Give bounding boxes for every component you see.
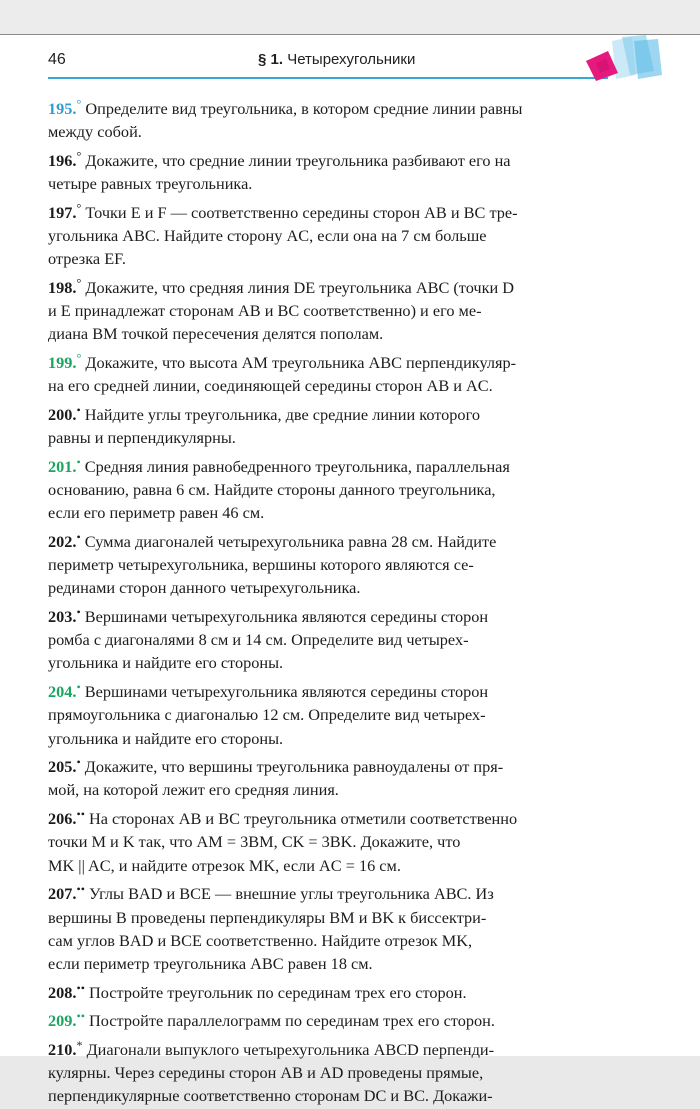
problem-number-text: 196. [48,150,77,170]
problem-line [48,929,662,952]
problem-text: диана BM точкой пересечения делятся пополам. [48,324,384,344]
problem-line [48,830,662,853]
problem-item [48,451,662,525]
problem-line [48,224,662,247]
problem-text: основанию, равна 6 см. Найдите стороны данного треугольника, [48,480,496,500]
problem-text: мой, на которой лежит его средняя линия. [48,780,339,800]
page-header [48,47,660,77]
difficulty-mark: ° [76,275,82,290]
problem-number [48,1040,83,1059]
problem-text: прямоугольника с диагональю 12 см. Определите вид четырех- [48,705,486,725]
problem-line [48,628,662,651]
problem-number-text: 202. [48,531,77,551]
problem-line [48,299,662,322]
problem-number [48,1011,85,1030]
difficulty-mark: ° [76,351,82,366]
problem-number-text: 199. [48,353,77,373]
problem-text: Докажите, что высота AM треугольника ABC перпендикуляр- [85,353,517,373]
problem-list [48,93,662,1109]
problem-line [48,878,662,905]
problem-text: отрезка EF. [48,249,126,269]
difficulty-mark: • [76,402,81,417]
problem-line [48,93,662,120]
problem-line [48,347,662,374]
problem-line [48,703,662,726]
difficulty-mark: •• [76,980,85,995]
problem-line [48,576,662,599]
problem-text: между собой. [48,122,142,142]
problem-text: Точки E и F — соответственно середины сторон AB и BC тре- [85,202,518,222]
problem-number-text: 209. [48,1011,77,1031]
problem-text: вершины B проведены перпендикуляры BM и BK к биссектри- [48,907,487,927]
problem-text: Углы BAD и BCE — внешние углы треугольника ABC. Из [88,884,494,904]
problem-text: периметр четырехугольника, вершины которого являются се- [48,555,474,575]
problem-text: Найдите углы треугольника, две средние линии которого [84,404,480,424]
difficulty-mark: ° [76,148,82,163]
difficulty-mark: • [76,529,81,544]
problem-text: MK || AC, и найдите отрезок MK, если AC = 16 см. [48,855,401,875]
problem-line [48,1061,662,1084]
problem-line [48,854,662,877]
problem-line [48,399,662,426]
problem-line [48,172,662,195]
problem-number [48,99,81,118]
problem-line [48,778,662,801]
problem-number [48,682,81,701]
problem-text: Докажите, что вершины треугольника равноудалены от пря- [84,757,504,777]
problem-item [48,1034,662,1108]
problem-text: ромба с диагоналями 8 см и 14 см. Определите вид четырех- [48,630,469,650]
problem-text: четыре равных треугольника. [48,174,253,194]
problem-item [48,751,662,801]
problem-text: сам углов BAD и BCE соответственно. Найдите отрезок MK, [48,930,473,950]
difficulty-mark: • [76,605,81,620]
problem-number-text: 210. [48,1040,77,1060]
problem-number [48,402,81,424]
problem-text: Средняя линия равнобедренного треугольника, параллельная [84,456,510,476]
problem-text: если его периметр равен 46 см. [48,503,265,523]
problem-line [48,451,662,478]
problem-item [48,676,662,750]
problem-text: точки M и K так, что AM = 3BM, CK = 3BK. Докажите, что [48,832,461,852]
problem-line [48,145,662,172]
problem-number-text: 206. [48,809,77,829]
problem-number-text: 208. [48,982,77,1002]
problem-text: Сумма диагоналей четырехугольника равна 28 см. Найдите [84,531,497,551]
problem-text: Диагонали выпуклого четырехугольника ABCD перпенди- [86,1040,495,1060]
problem-line [48,751,662,778]
problem-number [48,353,81,372]
problem-item [48,399,662,449]
problem-number-text: 203. [48,607,77,627]
problem-text: Вершинами четырехугольника являются середины сторон [84,682,489,702]
problem-number-text: 198. [48,277,77,297]
problem-text: если периметр треугольника ABC равен 18 см. [48,953,373,973]
problem-item [48,1005,662,1032]
problem-text: кулярны. Через середины сторон AB и AD проведены прямые, [48,1063,484,1083]
problem-text: На сторонах AB и BC треугольника отметили соответственно [88,809,518,829]
problem-line [48,272,662,299]
problem-number [48,148,82,170]
problem-number-text: 200. [48,404,77,424]
problem-line [48,952,662,975]
problem-number-text: 197. [48,202,77,222]
problem-text: угольника ABC. Найдите сторону AC, если она на 7 см больше [48,226,487,246]
problem-number [48,809,85,828]
difficulty-mark: * [76,1038,83,1053]
problem-item [48,145,662,195]
problem-text: рединами сторон данного четырехугольника. [48,578,361,598]
problem-item [48,803,662,877]
problem-text: и E принадлежат сторонам AB и BC соответственно) и его ме- [48,301,482,321]
problem-text: угольника и найдите его стороны. [48,728,284,748]
problem-item [48,272,662,346]
problem-line [48,803,662,830]
problem-number-text: 207. [48,884,77,904]
problem-line [48,977,662,1004]
problem-text: Докажите, что средняя линия DE треугольника ABC (точки D [85,277,515,297]
problem-text: на его средней линии, соединяющей середины сторон AB и AC. [48,376,493,396]
problem-number [48,454,81,476]
problem-number-text: 201. [48,456,77,476]
problem-line [48,601,662,628]
problem-line [48,120,662,143]
section-title [258,51,415,68]
problem-text: Определите вид треугольника, в котором средние линии равны [85,99,523,118]
problem-item [48,601,662,675]
problem-item [48,526,662,600]
problem-text: перпендикулярные соответственно сторонам DC и BC. Докажи- [48,1086,493,1106]
problem-item [48,878,662,975]
header-rule [48,77,608,79]
problem-line [48,906,662,929]
problem-line [48,1084,662,1107]
difficulty-mark: ° [76,200,82,215]
problem-text: угольника и найдите его стороны. [48,653,284,673]
problem-line [48,197,662,224]
problem-number [48,275,82,297]
problem-line [48,1034,662,1061]
problem-line [48,553,662,576]
problem-line [48,676,662,703]
problem-line [48,426,662,449]
problem-number [48,884,85,903]
problem-number-text: 204. [48,682,77,702]
problem-line [48,651,662,674]
page-number: 46 [48,51,66,68]
problem-line [48,322,662,345]
problem-number-text: 205. [48,757,77,777]
problem-number [48,607,81,626]
section-name: Четырехугольники [287,51,416,68]
problem-line [48,501,662,524]
textbook-page [0,34,700,1106]
difficulty-mark: • [76,454,81,469]
problem-line [48,727,662,750]
difficulty-mark: •• [76,1009,85,1024]
problem-item [48,93,662,143]
problem-text: равны и перпендикулярны. [48,428,236,448]
problem-text: Постройте параллелограмм по серединам трех его сторон. [88,1011,495,1031]
problem-line [48,1005,662,1032]
section-logo-icon [574,35,664,81]
difficulty-mark: •• [76,882,85,897]
problem-item [48,347,662,397]
problem-text: Докажите, что средние линии треугольника разбивают его на [85,150,511,170]
difficulty-mark: ° [76,97,82,111]
problem-line [48,247,662,270]
viewer-top-bar [0,0,700,34]
problem-line [48,374,662,397]
section-mark: § 1. [258,51,284,68]
difficulty-mark: • [76,680,81,695]
problem-text: Постройте треугольник по серединам трех его сторон. [88,982,467,1002]
problem-item [48,197,662,271]
problem-number [48,757,81,776]
difficulty-mark: •• [76,807,85,822]
problem-line [48,526,662,553]
problem-line [48,478,662,501]
problem-number [48,200,82,222]
difficulty-mark: • [76,755,81,770]
problem-text: Вершинами четырехугольника являются середины сторон [84,607,489,627]
problem-number [48,980,85,1002]
problem-number [48,529,81,551]
problem-number-text: 195. [48,99,77,118]
problem-item [48,977,662,1004]
